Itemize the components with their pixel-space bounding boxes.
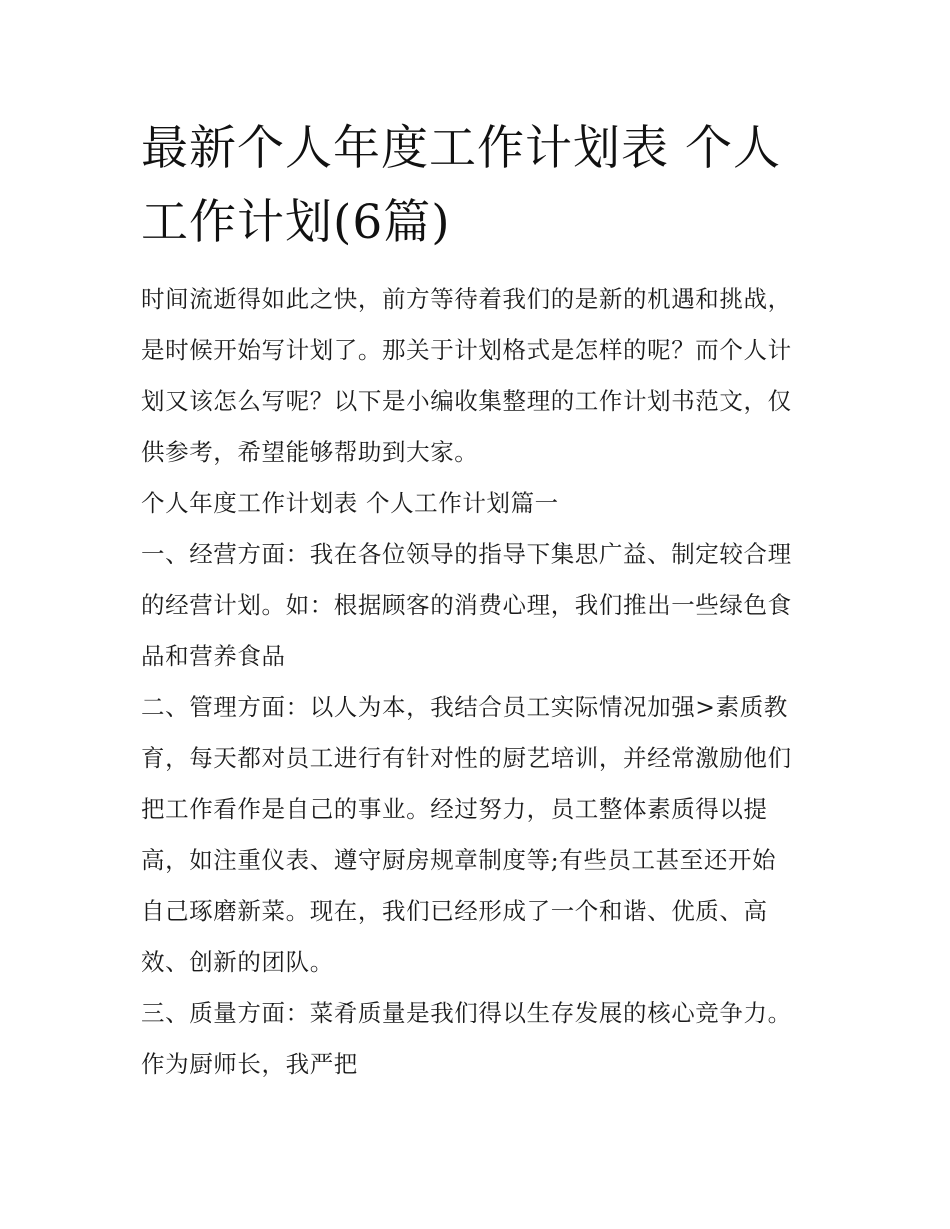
paragraph-line: 效、创新的团队。 xyxy=(141,948,334,976)
document-content xyxy=(141,112,813,1090)
management-paragraph xyxy=(141,682,813,988)
document-body xyxy=(141,274,813,1090)
paragraph-line: 划又该怎么写呢？以下是小编收集整理的工作计划书范文，仅 xyxy=(141,387,792,415)
title-line-2: 工作计划(6篇) xyxy=(141,195,451,250)
business-paragraph xyxy=(141,529,813,682)
quality-paragraph xyxy=(141,988,813,1090)
paragraph-line: 的经营计划。如：根据顾客的消费心理，我们推出一些绿色食 xyxy=(141,591,792,619)
paragraph-line: 作为厨师长，我严把 xyxy=(141,1050,358,1078)
paragraph-line: 是时候开始写计划了。那关于计划格式是怎样的呢？而个人计 xyxy=(141,336,792,364)
title-line-1: 最新个人年度工作计划表 个人 xyxy=(141,121,781,176)
paragraph-line: 育，每天都对员工进行有针对性的厨艺培训，并经常激励他们 xyxy=(141,744,792,772)
section-heading xyxy=(141,478,813,529)
paragraph-line: 高，如注重仪表、遵守厨房规章制度等;有些员工甚至还开始 xyxy=(141,846,777,874)
paragraph-line: 品和营养食品 xyxy=(141,642,286,670)
paragraph-line: 时间流逝得如此之快，前方等待着我们的是新的机遇和挑战， xyxy=(141,285,792,313)
paragraph-line: 二、管理方面：以人为本，我结合员工实际情况加强>素质教 xyxy=(141,693,788,721)
paragraph-line: 自己琢磨新菜。现在，我们已经形成了一个和谐、优质、高 xyxy=(141,897,768,925)
paragraph-line: 三、质量方面：菜肴质量是我们得以生存发展的核心竞争力。 xyxy=(141,999,792,1027)
paragraph-line: 供参考，希望能够帮助到大家。 xyxy=(141,438,479,466)
paragraph-line: 把工作看作是自己的事业。经过努力，员工整体素质得以提 xyxy=(141,795,768,823)
paragraph-line: 个人年度工作计划表 个人工作计划篇一 xyxy=(141,489,559,517)
paragraph-line: 一、经营方面：我在各位领导的指导下集思广益、制定较合理 xyxy=(141,540,792,568)
intro-paragraph xyxy=(141,274,813,478)
document-title xyxy=(141,112,813,260)
